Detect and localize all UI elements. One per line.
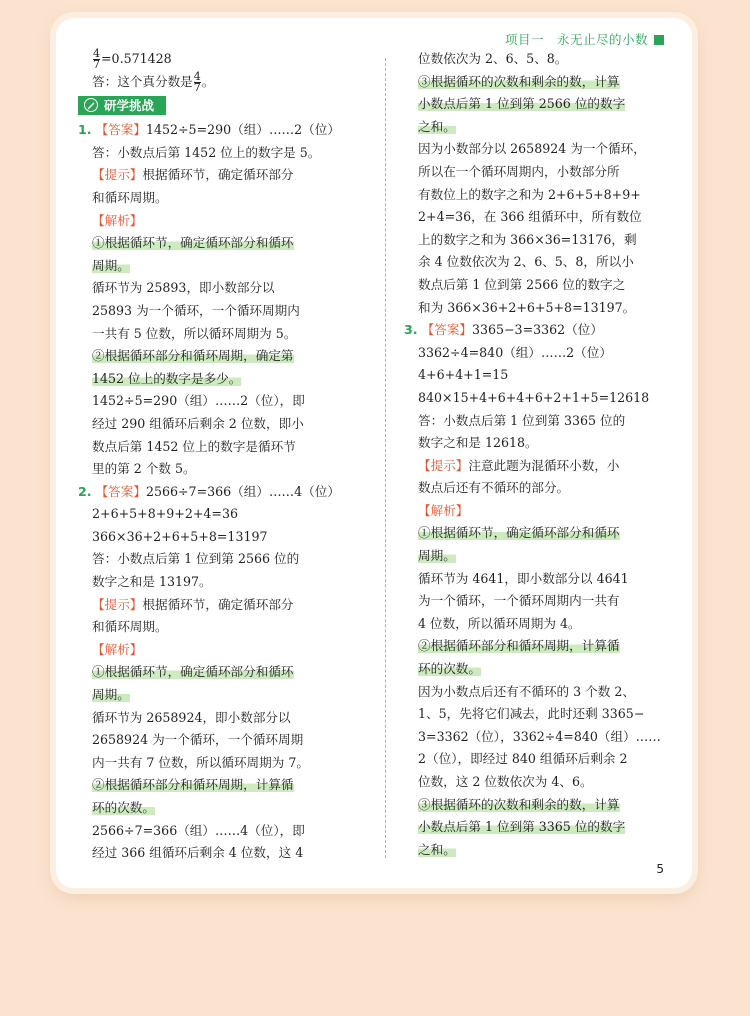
q1-analysis-tag: 【解析】	[92, 212, 143, 228]
q3-para: 位数，这 2 位数依次为 4、6。	[418, 774, 593, 789]
q2-step3-cont: 小数点后第 1 位到第 2566 位的数字	[418, 96, 626, 112]
pencil-icon	[84, 98, 98, 112]
q3-step1-cont: 周期。	[418, 548, 456, 564]
q2-cont-line: 和为 366×36+2+6+5+8=13197。	[418, 299, 636, 315]
q1-step1-cont: 周期。	[92, 257, 130, 273]
fraction: $\frac{4}{7}$	[193, 69, 201, 94]
q3-step3-cont: 之和。	[418, 841, 456, 857]
q3-line: 答：小数点后第 1 位到第 3365 位的	[418, 412, 626, 428]
q2-answer: 2. 【答案】2566÷7=366（组）……4（位）	[78, 483, 340, 499]
q2-step3: ③根据循环的次数和剩余的数，计算	[418, 73, 620, 89]
q3-line: 数字之和是 12618。	[418, 435, 538, 451]
q1-para: 经过 290 组循环后剩余 2 位数，即小	[92, 415, 304, 431]
right-column	[404, 48, 704, 861]
q3-para: 为一个循环，一个循环周期内一共有	[418, 593, 620, 609]
q3-para: 因为小数点后还有不循环的 3 个数 2、	[418, 683, 635, 699]
q2-line: 数字之和是 13197。	[92, 574, 212, 590]
q3-step2-cont: 环的次数。	[418, 661, 481, 677]
q3-para: 1、5，先将它们减去，此时还剩 3365−	[418, 706, 645, 722]
q1-step2: ②根据循环部分和循环周期，确定第	[92, 348, 294, 364]
q1-step2-cont: 1452 位上的数字是多少。	[92, 370, 242, 386]
q1-step1: ①根据循环节，确定循环部分和循环	[92, 235, 294, 251]
q3-line: 840×15+4+6+4+6+2+1+5=12618	[418, 389, 650, 405]
q3-line: 4+6+4+1=15	[418, 367, 509, 383]
q3-step3-cont: 小数点后第 1 位到第 3365 位的数字	[418, 819, 626, 835]
q2-cont-line: 位数依次为 2、6、5、8。	[418, 51, 568, 66]
q2-analysis-tag: 【解析】	[92, 641, 143, 657]
q2-para: 循环节为 2658924，即小数部分以	[92, 709, 291, 725]
page-number: 5	[656, 862, 664, 876]
q3-answer: 3. 【答案】3365−3=3362（位）	[404, 322, 603, 338]
q2-hint: 【提示】根据循环节，确定循环部分	[92, 596, 294, 612]
q2-cont-line: 上的数字之和为 366×36=13176，剩	[418, 231, 637, 247]
q2-step1: ①根据循环节，确定循环部分和循环	[92, 664, 294, 680]
fraction: $\frac{4}{7}$	[93, 47, 100, 71]
answer-line: 答：这个真分数是 $\frac{4}{7}$ 。	[92, 69, 215, 94]
q1-answer: 1. 【答案】1452÷5=290（组）……2（位）	[78, 122, 340, 138]
q3-para: 2（位），即经过 840 组循环后剩余 2	[418, 751, 628, 767]
q1-para: 循环节为 25893，即小数部分以	[92, 280, 275, 296]
q2-cont-line: 所以在一个循环周期内，小数部分所	[418, 163, 620, 179]
q1-hint-cont: 和循环周期。	[92, 189, 168, 205]
q1-answer-text: 答：小数点后第 1452 位上的数字是 5。	[92, 144, 321, 160]
q2-para: 内一共有 7 位数，所以循环周期为 7。	[92, 754, 309, 770]
q2-line: 答：小数点后第 1 位到第 2566 位的	[92, 551, 300, 567]
q1-hint: 【提示】根据循环节，确定循环部分	[92, 167, 294, 183]
q2-cont-line: 数点后第 1 位到第 2566 位的数字之	[418, 276, 626, 292]
q2-cont-line: 余 4 位数依次为 2、6、5、8，所以小	[418, 254, 634, 270]
q2-step3-cont: 之和。	[418, 118, 456, 134]
column-divider	[385, 58, 386, 858]
q1-para: 1452÷5=290（组）……2（位），即	[92, 393, 305, 409]
section-heading	[78, 93, 382, 119]
q2-step2-cont: 环的次数。	[92, 800, 155, 815]
q2-cont-line: 有数位上的数字之和为 2+6+5+8+9+	[418, 186, 641, 202]
header-square-icon	[654, 35, 664, 45]
q2-line: 2+6+5+8+9+2+4=36	[92, 506, 238, 522]
q3-analysis-tag: 【解析】	[418, 502, 469, 518]
page-card	[56, 18, 692, 888]
q2-cont-line: 因为小数部分以 2658924 为一个循环，	[418, 141, 646, 157]
q3-para: 循环节为 4641，即小数部分以 4641	[418, 570, 629, 586]
q1-para: 一共有 5 位数，所以循环周期为 5。	[92, 325, 297, 341]
q3-para: 3=3362（位），3362÷4=840（组）……	[418, 728, 661, 744]
left-column	[78, 48, 382, 865]
q2-para: 2566÷7=366（组）……4（位），即	[92, 822, 305, 838]
q3-step2: ②根据循环部分和循环周期，计算循	[418, 638, 620, 654]
q2-para: 经过 366 组循环后剩余 4 位数，这 4	[92, 845, 304, 861]
q2-step1-cont: 周期。	[92, 687, 130, 703]
q2-step2: ②根据循环部分和循环周期，计算循	[92, 777, 294, 793]
chapter-header	[505, 30, 664, 48]
q3-step1: ①根据循环节，确定循环部分和循环	[418, 525, 620, 541]
q3-hint-cont: 数点后还有不循环的部分。	[418, 480, 570, 496]
q3-para: 4 位数，所以循环周期为 4。	[418, 615, 581, 631]
q3-step3: ③根据循环的次数和剩余的数，计算	[418, 796, 620, 812]
q3-line: 3362÷4=840（组）……2（位）	[418, 344, 612, 360]
q1-para: 25893 为一个循环，一个循环周期内	[92, 302, 300, 318]
q1-para: 数点后第 1452 位上的数字是循环节	[92, 438, 296, 454]
q1-para: 里的第 2 个数 5。	[92, 461, 196, 477]
fraction-line: $\frac{4}{7}$ =0.571428	[93, 47, 172, 71]
q2-cont-line: 2+4=36，在 366 组循环中，所有数位	[418, 209, 642, 225]
q2-line: 366×36+2+6+5+8=13197	[92, 528, 268, 544]
q3-hint: 【提示】注意此题为混循环小数，小	[418, 457, 620, 473]
section-title: 研学挑战	[104, 98, 155, 114]
q2-para: 2658924 为一个循环，一个循环周期	[92, 732, 304, 748]
q2-hint-cont: 和循环周期。	[92, 619, 168, 635]
chapter-title: 项目一 永无止尽的小数	[504, 32, 648, 47]
